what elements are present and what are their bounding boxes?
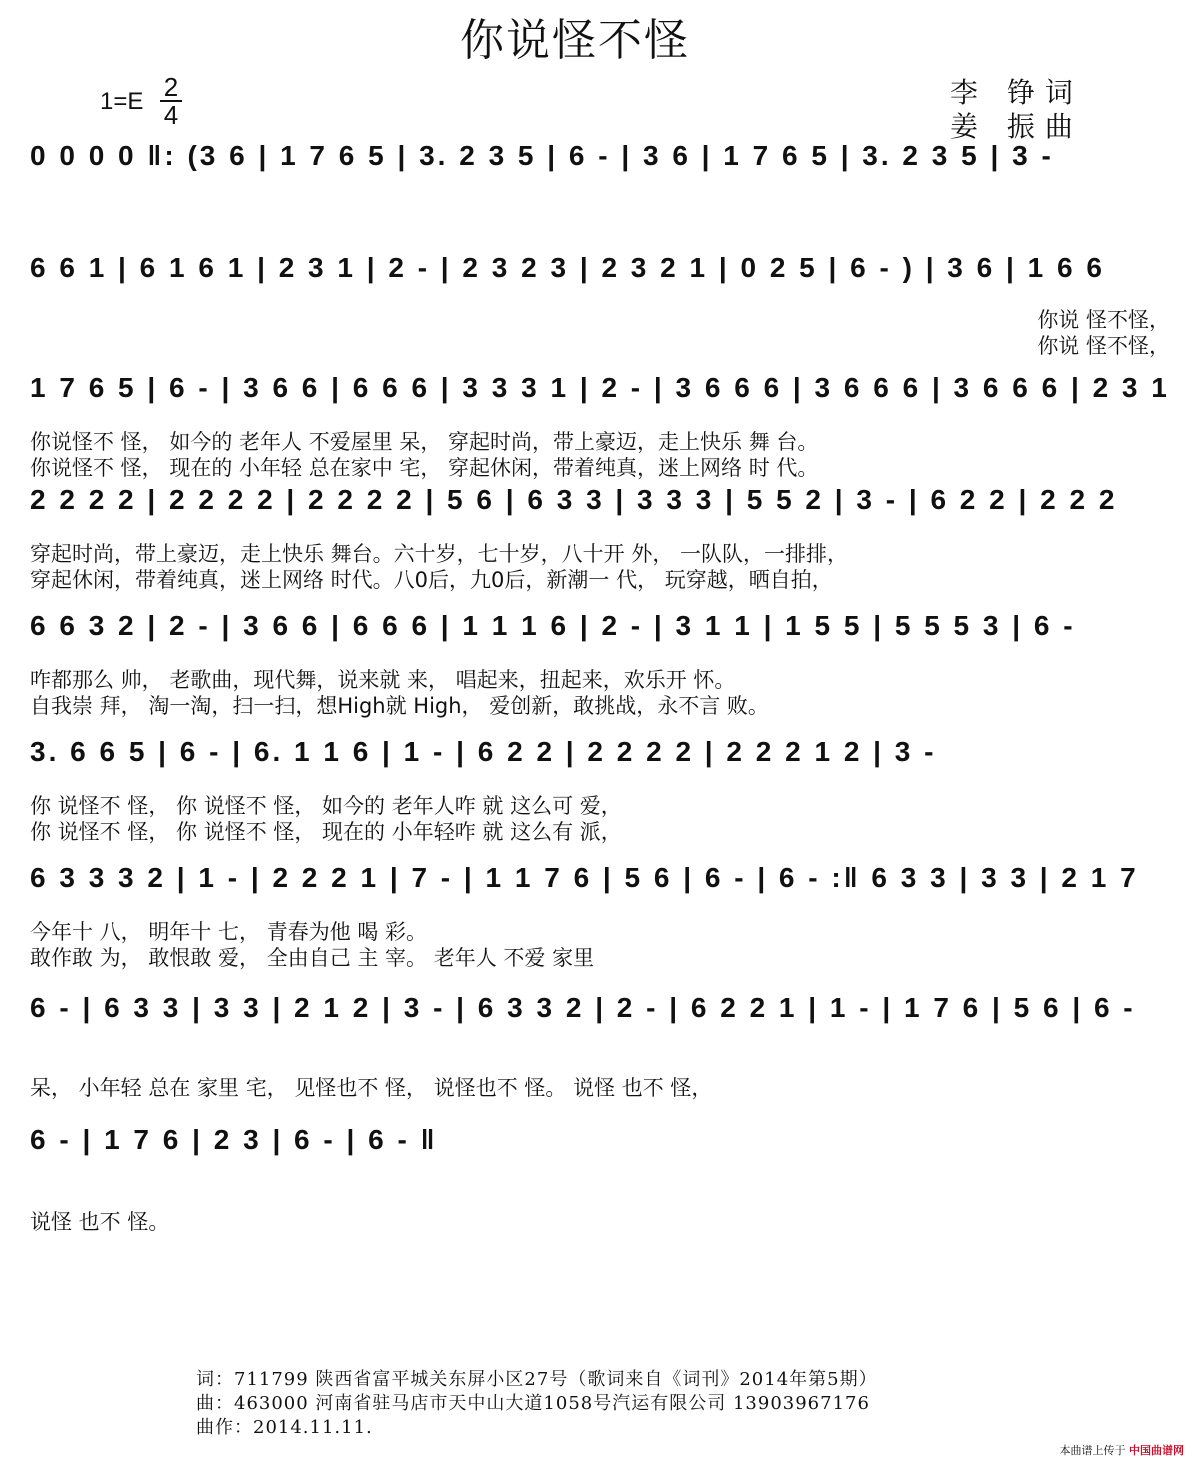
notation-line: 2 2 2 2 | 2 2 2 2 | 2 2 2 2 | 5 6 | 6 3 3 | 3 3 3 | 5 5 2 | 3 - | 6 2 2 | 2 2 2 [30, 484, 1118, 515]
time-signature [160, 74, 182, 128]
notation-line: 1 7 6 5 | 6 - | 3 6 6 | 6 6 6 | 3 3 3 1 | 2 - | 3 6 6 6 | 3 6 6 6 | 3 6 6 6 | 2 3 1 [30, 372, 1170, 403]
upload-note [1060, 1442, 1185, 1458]
lyric-verse-1: 今年十 八， 明年十 七， 青春为他 喝 彩。 [30, 920, 428, 944]
time-signature-bottom: 4 [163, 100, 179, 130]
footer-date: 曲作：2014.11.11. [196, 1417, 373, 1438]
notation-line: 6 - | 6 3 3 | 3 3 | 2 1 2 | 3 - | 6 3 3 2 | 2 - | 6 2 2 1 | 1 - | 1 7 6 | 5 6 | 6 - [30, 992, 1136, 1023]
lyric-verse-2: 你 说怪不 怪， 你 说怪不 怪， 现在的 小年轻咋 就 这么有 派， [30, 820, 622, 844]
lyric-verse-1: 你说怪不 怪， 如今的 老年人 不爱屋里 呆， 穿起时尚，带上豪迈，走上快乐 舞 台。 [30, 430, 819, 454]
notation-line: 6 6 3 2 | 2 - | 3 6 6 | 6 6 6 | 1 1 1 6 | 2 - | 3 1 1 | 1 5 5 | 5 5 5 3 | 6 - [30, 610, 1076, 641]
notation-line: 6 6 1 | 6 1 6 1 | 2 3 1 | 2 - | 2 3 2 3 | 2 3 2 1 | 0 2 5 | 6 - ) | 3 6 | 1 6 6 [30, 252, 1105, 283]
composer: 姜 振曲 [950, 110, 1083, 143]
notation-line: 0 0 0 0 ‖: (3 6 | 1 7 6 5 | 3. 2 3 5 | 6 - | 3 6 | 1 7 6 5 | 3. 2 3 5 | 3 - [30, 140, 1054, 171]
lyric-verse-1: 穿起时尚，带上豪迈，走上快乐 舞台。六十岁，七十岁，八十开 外， 一队队，一排排， [30, 542, 849, 566]
lyric-verse-2: 你说 怪不怪， [1037, 334, 1170, 358]
credits [950, 76, 1083, 144]
time-signature-top: 2 [160, 74, 182, 102]
notation-line: 6 3 3 3 2 | 1 - | 2 2 2 1 | 7 - | 1 1 7 6 | 5 6 | 6 - | 6 - :‖ 6 3 3 | 3 3 | 2 1 7 [30, 862, 1139, 893]
lyric-verse-2: 你说怪不 怪， 现在的 小年轻 总在家中 宅， 穿起休闲，带着纯真，迷上网络 时 代。 [30, 456, 819, 480]
lyricist: 李 铮词 [950, 76, 1083, 109]
lyric-line: 说怪 也不 怪。 [30, 1210, 170, 1234]
lyric-verse-2: 自我崇 拜， 淘一淘，扫一扫，想High就 High， 爱创新，敢挑战，永不言 败。 [30, 694, 769, 718]
lyric-verse-2: 敢作敢 为， 敢恨敢 爱， 全由自己 主 宰。 老年人 不爱 家里 [30, 946, 595, 970]
lyric-verse-1: 你说 怪不怪， [1037, 308, 1170, 332]
footer-contact [196, 1368, 878, 1440]
key-signature: 1=E [100, 88, 144, 115]
notation-line: 6 - | 1 7 6 | 2 3 | 6 - | 6 - ‖ [30, 1124, 438, 1155]
lyric-line: 呆， 小年轻 总在 家里 宅， 见怪也不 怪， 说怪也不 怪。 说怪 也不 怪， [30, 1076, 713, 1100]
upload-text: 本曲谱上传于 [1059, 1444, 1126, 1457]
site-logo: 中国曲谱网 [1129, 1444, 1184, 1457]
lyric-verse-1: 你 说怪不 怪， 你 说怪不 怪， 如今的 老年人咋 就 这么可 爱， [30, 794, 622, 818]
song-title: 你说怪不怪 [460, 15, 690, 66]
footer-composer-address: 曲：463000 河南省驻马店市天中山大道1058号汽运有限公司 13903967176 [196, 1393, 870, 1414]
lyric-verse-2: 穿起休闲，带着纯真，迷上网络 时代。八0后，九0后，新潮一 代， 玩穿越，晒自拍， [30, 568, 833, 592]
notation-line: 3. 6 6 5 | 6 - | 6. 1 1 6 | 1 - | 6 2 2 | 2 2 2 2 | 2 2 2 1 2 | 3 - [30, 736, 937, 767]
footer-lyricist-address: 词：711799 陕西省富平城关东屏小区27号（歌词来自《词刊》2014年第5期） [196, 1369, 878, 1390]
lyric-verse-1: 咋都那么 帅， 老歌曲，现代舞，说来就 来， 唱起来，扭起来，欢乐开 怀。 [30, 668, 736, 692]
